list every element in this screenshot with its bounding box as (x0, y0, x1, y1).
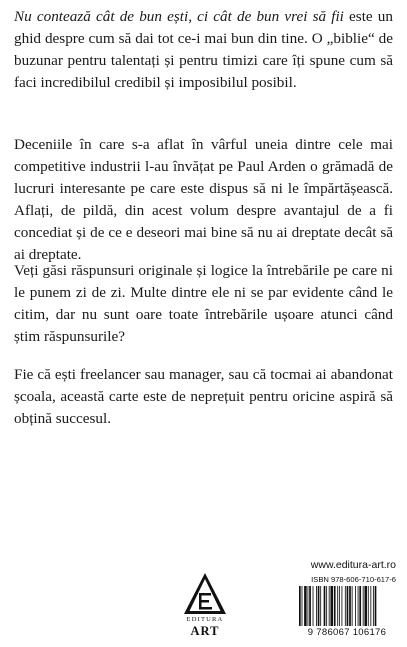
barcode-digits: 9 786067 106176 (307, 627, 387, 638)
body-paragraph-1: Deceniile în care s-a aflat în vârful uneia dintre cele mai competitive industrii l-au învățat pe Paul Arden o grămadă de lucruri interesante pe care este dispus să ni le împărtășească. Aflați, de pildă, din acest volum despre avantajul de a fi concediat și de ce e deseori mai bine să nu ai dreptate decât să ai dreptate. (14, 136, 393, 263)
publisher-triangle-icon (180, 571, 230, 616)
intro-paragraph (14, 6, 393, 94)
body-paragraph-2: Veți găsi răspunsuri originale și logice la întrebările pe care ni le punem zi de zi. Multe dintre ele ni se par evidente când le citim, dar nu sunt oare toate întrebările ușoare atunci când știm răspunsurile? (14, 262, 393, 345)
intro-text: este un ghid despre cum să dai tot ce-i mai bun din tine. O „biblie“ de buzunar pentru talentați și pentru timizi care îți spune cum să faci incredibilul credibil și imposibilul posibil. (14, 8, 393, 91)
body-paragraph-3: Fie că ești freelancer sau manager, sau că tocmai ai abandonat școala, această carte este de neprețuit pentru oricine aspiră să obțină succesul. (14, 366, 393, 427)
book-tagline: Nu contează cât de bun ești, ci cât de bun vrei să fii (14, 8, 344, 25)
publisher-logo-label: EDITURA (186, 616, 224, 623)
publisher-logo-name: ART (190, 624, 220, 638)
isbn-label: ISBN 978-606-710-617-6 (311, 575, 396, 584)
publisher-website: www.editura-art.ro (310, 559, 396, 571)
publisher-logo (180, 571, 230, 643)
barcode-icon (299, 586, 397, 626)
